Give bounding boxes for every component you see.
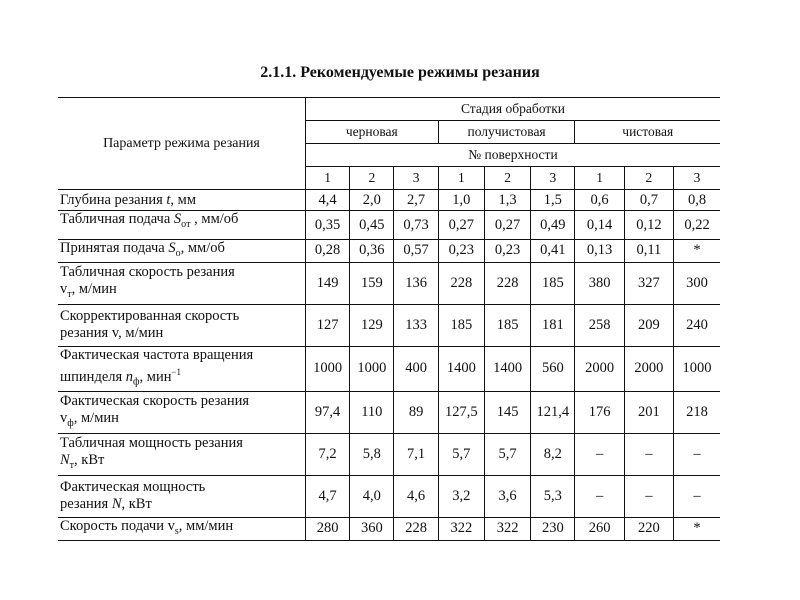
table-cell: 5,7	[438, 433, 484, 475]
table-cell: 0,13	[575, 240, 624, 263]
table-cell: 0,36	[350, 240, 394, 263]
surface-number: 1	[305, 167, 349, 190]
table-cell: 1000	[674, 346, 720, 391]
table-row	[58, 517, 720, 540]
surface-number: 1	[438, 167, 484, 190]
table-cell: 360	[350, 517, 394, 540]
table-cell: 260	[575, 517, 624, 540]
table-cell: 4,4	[305, 190, 349, 211]
table-cell: 97,4	[305, 391, 349, 433]
table-cell: –	[624, 433, 673, 475]
surface-number: 3	[394, 167, 438, 190]
table-cell: 322	[438, 517, 484, 540]
table-cell: –	[674, 475, 720, 517]
table-cell: 127,5	[438, 391, 484, 433]
table-cell: 1400	[484, 346, 530, 391]
surface-number: 1	[575, 167, 624, 190]
table-cell: 2,0	[350, 190, 394, 211]
table-row	[58, 475, 720, 517]
table-cell: 5,8	[350, 433, 394, 475]
table-cell: 322	[484, 517, 530, 540]
table-cell: 110	[350, 391, 394, 433]
table-row	[58, 190, 720, 211]
table-cell: 280	[305, 517, 349, 540]
table-cell: 0,28	[305, 240, 349, 263]
table-cell: 89	[394, 391, 438, 433]
stage-semifinish: получистовая	[438, 121, 575, 144]
table-cell: –	[575, 475, 624, 517]
table-cell: 4,6	[394, 475, 438, 517]
stage-finish: чистовая	[575, 121, 720, 144]
table-cell: 560	[531, 346, 575, 391]
surface-number: 2	[484, 167, 530, 190]
table-cell: 1,5	[531, 190, 575, 211]
table-cell: 1000	[305, 346, 349, 391]
table-cell: 0,12	[624, 211, 673, 240]
table-title: 2.1.1. Рекомендуемые режимы резания	[260, 64, 540, 81]
table-cell: 228	[484, 262, 530, 304]
table-cell: 176	[575, 391, 624, 433]
row-label: Фактическая скорость резания $v_ф$, м/мин	[58, 391, 305, 433]
table-cell: –	[575, 433, 624, 475]
table-cell: 149	[305, 262, 349, 304]
table-cell: 129	[350, 304, 394, 346]
table-cell: 0,45	[350, 211, 394, 240]
table-cell: *	[674, 240, 720, 263]
table-cell: 240	[674, 304, 720, 346]
row-label: Фактическая частота вращения шпинделя $n_ф$, мин$^{-1}$	[58, 346, 305, 391]
table-cell: 380	[575, 262, 624, 304]
table-cell: 7,1	[394, 433, 438, 475]
table-cell: –	[624, 475, 673, 517]
table-cell: 0,41	[531, 240, 575, 263]
table-cell: 127	[305, 304, 349, 346]
table-cell: 0,6	[575, 190, 624, 211]
row-label: Скорость подачи $v_s$, мм/мин	[58, 517, 305, 540]
row-label: Табличная подача $S_{от}$ , мм/об	[58, 211, 305, 240]
table-cell: 258	[575, 304, 624, 346]
table-cell: 0,8	[674, 190, 720, 211]
table-cell: 300	[674, 262, 720, 304]
table-cell: 0,22	[674, 211, 720, 240]
table-cell: 228	[438, 262, 484, 304]
table-cell: 0,73	[394, 211, 438, 240]
table-cell: 5,7	[484, 433, 530, 475]
cutting-modes-table	[58, 97, 720, 541]
table-cell: 2000	[575, 346, 624, 391]
table-cell: 3,2	[438, 475, 484, 517]
table-cell: 327	[624, 262, 673, 304]
table-cell: 0,14	[575, 211, 624, 240]
table-cell: 4,0	[350, 475, 394, 517]
table-cell: 185	[484, 304, 530, 346]
surface-number: 2	[624, 167, 673, 190]
table-cell: 7,2	[305, 433, 349, 475]
table-cell: 400	[394, 346, 438, 391]
table-cell: 201	[624, 391, 673, 433]
table-cell: –	[674, 433, 720, 475]
table-cell: 220	[624, 517, 673, 540]
surface-number: 2	[350, 167, 394, 190]
row-label: Фактическая мощность резания N, кВт	[58, 475, 305, 517]
table-cell: 0,57	[394, 240, 438, 263]
table-cell: 2,7	[394, 190, 438, 211]
table-cell: 133	[394, 304, 438, 346]
table-row	[58, 433, 720, 475]
table-cell: 0,7	[624, 190, 673, 211]
row-label: Глубина резания t, мм	[58, 190, 305, 211]
table-cell: 185	[438, 304, 484, 346]
table-row	[58, 304, 720, 346]
table-cell: 1,0	[438, 190, 484, 211]
table-cell: 0,23	[438, 240, 484, 263]
param-header: Параметр режима резания	[58, 98, 305, 190]
table-cell: 1400	[438, 346, 484, 391]
table-cell: 2000	[624, 346, 673, 391]
table-cell: 159	[350, 262, 394, 304]
table-cell: 4,7	[305, 475, 349, 517]
table-cell: 5,3	[531, 475, 575, 517]
table-row	[58, 262, 720, 304]
row-label: Скорректированная скорость резания v, м/мин	[58, 304, 305, 346]
row-label: Табличная мощность резания $N_т$, кВт	[58, 433, 305, 475]
table-cell: 181	[531, 304, 575, 346]
table-cell: *	[674, 517, 720, 540]
table-cell: 1000	[350, 346, 394, 391]
table-cell: 0,11	[624, 240, 673, 263]
table-cell: 0,23	[484, 240, 530, 263]
stage-header: Стадия обработки	[305, 98, 720, 121]
table-cell: 3,6	[484, 475, 530, 517]
table-cell: 228	[394, 517, 438, 540]
surface-header: № поверхности	[305, 144, 720, 167]
table-cell: 1,3	[484, 190, 530, 211]
table-row	[58, 211, 720, 240]
surface-number: 3	[531, 167, 575, 190]
table-cell: 209	[624, 304, 673, 346]
table-cell: 8,2	[531, 433, 575, 475]
table-row	[58, 391, 720, 433]
stage-rough: черновая	[305, 121, 438, 144]
surface-number: 3	[674, 167, 720, 190]
table-cell: 145	[484, 391, 530, 433]
table-cell: 0,49	[531, 211, 575, 240]
table-cell: 218	[674, 391, 720, 433]
table-cell: 0,35	[305, 211, 349, 240]
table-row	[58, 240, 720, 263]
table-cell: 185	[531, 262, 575, 304]
row-label: Принятая подача $S_о$, мм/об	[58, 240, 305, 263]
table-cell: 230	[531, 517, 575, 540]
table-cell: 0,27	[484, 211, 530, 240]
row-label: Табличная скорость резания $v_т$, м/мин	[58, 262, 305, 304]
table-row	[58, 346, 720, 391]
table-cell: 0,27	[438, 211, 484, 240]
table-cell: 121,4	[531, 391, 575, 433]
table-cell: 136	[394, 262, 438, 304]
